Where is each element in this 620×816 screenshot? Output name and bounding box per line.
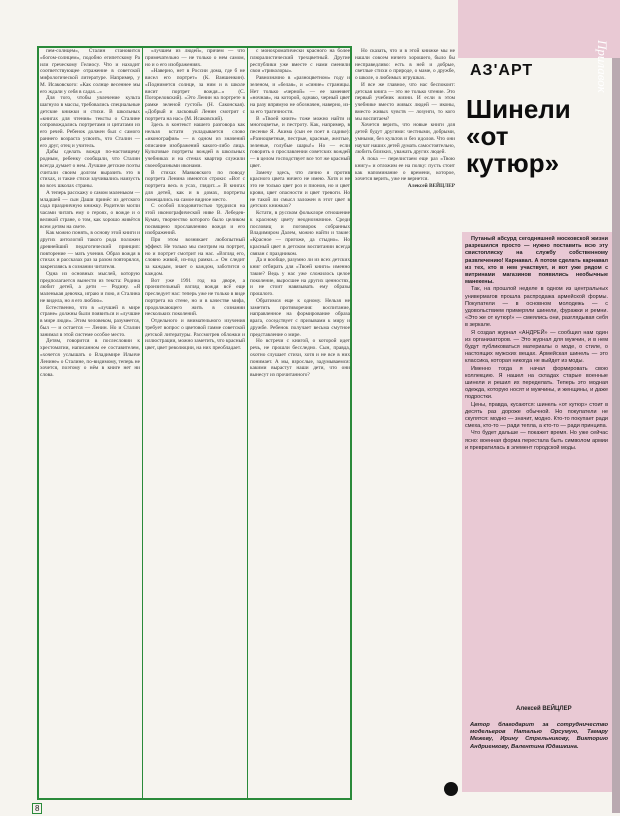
paragraph: «лучшем из людей», причем — что примечательно — не только о нем самом, но и о его изображениях. [145,48,245,68]
vertical-title-text: Прилавок [595,40,610,93]
paragraph: Естественно, что в «лучшей в мире стране» должны были появиться и «лучшие в мире люди». Этим человеком, разумеется, был — и остается — Ленин. Но и Сталин занимал в этой системе особое место. [40,304,140,338]
column-divider [142,46,143,800]
article-column-1 [40,48,140,816]
paragraph: Я создал журнал «АНДРЕЙ» — сообщил нам один из организаторов. — Это журнал для мужчин, и в нем будут публиковаться материалы о моде, о стиле, о настоящих мужских вещах. Армейская шинель — это классика, которая никогда не выйдет из моды. [465,329,608,365]
article-column-3 [250,48,350,816]
paragraph: Но встречи с книгой, о которой идет речь, не прошли бесследно. Сын, правда, охотно слушает стихи, хотя и не все в них понимает. А мы, взрослые, задумываемся: какими вырастут наши дети, что они вынесут из прочитанного? [250,338,350,378]
paragraph: Хочется верить, что новые книги для детей будут другими: честными, добрыми, умными, без культов и без идолов. Что они научат наших детей думать самостоятельно, любить близких, уважать других людей. [355,122,455,156]
headline: Шинели «от кутюр» [466,94,571,178]
paragraph: Здесь в контекст нашего разговора как нельзя кстати укладывается слово «иконография» — в одном из значений описание изображений какого-либо лица. Культовые портреты вождей в школьных учебниках и на стенах квартир служили своеобразными иконами. [145,122,245,169]
paragraph: Путаный абсурд сегодняшней московской жизни разрешился просто — нужно поставить всю эту свистопляску на службу собственному развлечению! Карнавал. А потом сделать карнавал из тех, кто в нем участвует, и вот уже рядом с витринами магазинов появились необычные манекены. [465,236,608,286]
paragraph: с монохроматически красного на более плюралистический трехцветный. Другие республики уже вместе с нами сменили свои «триколоры». [250,48,350,75]
paragraph: «Наверно, нет в России дома, где б не висел его портрет» (К. Ваншенкин). «Поднимется солнце, за ним и в школе висит портрет вождя...» (С. Погореловский). «Это Ленин на портрете в рамке зеленой густой» (Н. Саконская). «Добрый и ласковый Ленин смотрит с портрета на нас» (М. Исаковский). [145,68,245,122]
paragraph: Одна из основных мыслей, которую предполагается вынести из текста: Родина любит детей, а дети — Родину. «Я маленькая девочка, играю и пою, я Сталина не видела, но я его люблю». [40,270,140,304]
paragraph: Дабы сделать вождя по-настоящему родным, ребенку сообщали, что Сталин всегда думает о нем. Лучшие детские поэты считали своим долгом выразить это в стихах, и такие стихи заучивались наизусть во всех школах страны. [40,149,140,189]
paragraph: пем-солнцем», Сталин становится «богом-солнцем», подобно египетскому Ра или греческому Гелиосу. Что и находит соответствующее отражение в советской мифологической литературе. Например, у М. Исаковского: «Как солнце весеннее мы его ждали у себя в садах...» [40,48,140,95]
paragraph: Замечу здесь, что лично я против красного цвета ничего не имею. Хотя и не это не только цвет роз и пионов, но и цвет крови, цвет опасности и цвет тревоги. Но не такой ли смысл заложен в этот цвет в детских книжках? [250,169,350,210]
paragraph: А пока — перелистаем еще раз «Твою книгу» и отложим ее на полку: пусть стоит как напоминание о времени, которое, хочется верить, уже не вернется. [355,156,455,183]
paragraph: Что будет дальше — покажет время. Но уже сейчас ясно: военная форма перестала быть символом армии и превратилась в элемент городской моды. [465,430,608,451]
end-mark-icon [444,782,458,796]
author-signature: Алексей ВЕЙЦЛЕР [407,183,455,189]
paragraph: Но сказать, что и в этой книжке мы не нашли совсем ничего хорошего, было бы несправедливо: есть в ней и добрые, светлые стихи о природе, о маме, о дружбе, о школе, о любимых игрушках. [355,48,455,81]
paragraph: Кстати, в русском фольклоре отношение к красному цвету неоднозначное. Среди пословиц и поговорок собранных Владимиром Далем, можно найти и такие: «Красное — пригоже, да стыдно». Но красный цвет в детском воспитании всегда связан с праздником. [250,210,350,257]
article-column-2 [145,48,245,816]
article-column-4 [355,48,455,816]
rubric-label: АЗ'АРТ [470,62,534,79]
paragraph: С особой плодовитостью трудился на этой иконографической ниве В. Лебедев-Кумач, творчество которого было целиком посвящено прославлению вождя и его изображений. [145,203,245,237]
acknowledgement: Автор благодарит за сотрудничество модельеров Наталью Орсумую, Тамару Межеву, Ирину Стрельникову, Викторию Андриенкову, Валентина Юдашкина. [470,722,608,750]
column-divider [247,46,248,800]
paragraph: Вот уже 1991 год на дворе, а пронзительный взгляд вождя всё еще преследует нас: теперь уже не только в виде портрета на стене, но и в качестве мифа, продолжающего жить в сознании нескольких поколений. [145,277,245,318]
paragraph: При этом возникает любопытный эффект. Не только мы смотрим на портрет, но и портрет смотрит на нас. «Взгляд его, словно живой, из-под рамки...» Он следит за каждым, знает о каждом, заботится о каждом. [145,237,245,277]
paragraph: В стихах Маяковского по поводу портрета Ленина имеются строки: «Вот с портрета весь в усах, глядит...» В книгах для детей, как и в домах, портреты помещались на самое видное место. [145,169,245,203]
page-number: 8 [32,803,42,814]
paragraph: Как можно понять, в основу этой книги и других антологий такого рода положен древнейший педагогический принцип: повторение — мать учения. Образ вождя в стихах и рассказах раз за разом повторялся, закрепляясь в сознании читателя. [40,230,140,270]
paragraph: Цены, правда, кусаются: шинель «от кутюр» стоит в десять раз дороже обычной. Но покупатели не скупятся: модно — значит, модно. Кто-то покупает ради смеха, кто-то — ради тепла, а кто-то — ради принципа. [465,401,608,430]
paragraph: Равнозначно в «разноцветном» году и зеленом, и «белая», и «синие» страницы. Нет только «черной» — ее заменяет «ночная», на которой, однако, черный цвет на разу впрямую не обозначен, наверно, из-за его трагичности. [250,75,350,115]
page-edge-strip [612,0,620,813]
paragraph: И все же главное, что нас беспокоит: детская книга — это не только чтение. Это первый учебник жизни. И если в этом учебнике вместо живых людей — иконы, вместо живых чувств — лозунги, то кого мы воспитаем? [355,81,455,122]
paragraph: Детям, говорится в послесловии к хрестоматии, написанном ее составителем, «хочется услышать о Владимире Ильиче Ленине» о Сталине, по-видимому, теперь не хочется, поэтому о нём в книге нет ни слова. [40,338,140,378]
paragraph: Именно тогда я начал формировать свою коллекцию. Я нашел на складах старые военные шинели и решил их переделать. Теперь это модная одежда, которую носят и мужчины, и женщины, и даже подростки. [465,365,608,401]
paragraph: Да и вообще, разумно ли из всех детских книг отбирать для «Твоей книги» именно такие? Ведь у нас уже сложилось целое поколение, выросшее на других ценностях, и не стоит навязывать ему образы прошлого. [250,257,350,297]
paragraph: В «Твоей книге» тоже можно найти и многоцветье, и пестроту. Как, например, в песенке Я. Акима (сын ее поет в садике): «Разноцветные, пестрые, красные, желтые, зеленые, голубые шары!» Но — если говорить о прославлении советских вождей — в целом господствует все тот же красный цвет. [250,115,350,169]
paragraph: Так, на прошлой неделе в одном из центральных универмагов прошла распродажа армейской формы. Покупатели — в основном молодежь — с удовольствием примеряли шинели, фуражки и ремни. «Это же от кутюр!» — смеялись они, разглядывая себя в зеркале. [465,286,608,329]
sidebar-signature: Алексей ВЕЙЦЛЕР [516,706,572,712]
paragraph: Отдельного и внимательного изучения требует вопрос о цветовой гамме советской детской литературы. Рассмотрев обложки и иллюстрации, можно заметить, что красный цвет, цвет революции, на них преобладает. [145,318,245,351]
sidebar-article [465,236,608,726]
paragraph: Обратимся еще к одному. Нельзя не заметить противоречия: воспитание, направленное на формирование образа врага, соседствует с призывами к миру и дружбе. Ребенок получает весьма смутное представление о мире. [250,297,350,338]
paragraph: А теперь расскажу о самом маленьком — младшей — сын Даши принёс из детского сада праздничную книжку. Родители могли часами читать ему о героях, о вожде и о великой стране, о том, как хорошо живётся всем детям на свете. [40,189,140,230]
paragraph: Для того, чтобы увлечение культа шагнуло в массы, требовались специальные детские книжки и стихи. В школьных «книгах для чтения» тексты о Сталине сопровождались портретами и цитатами из его речей. Ребенок должен был с самого раннего возраста усвоить, что Сталин — его друг, отец и учитель. [40,95,140,149]
